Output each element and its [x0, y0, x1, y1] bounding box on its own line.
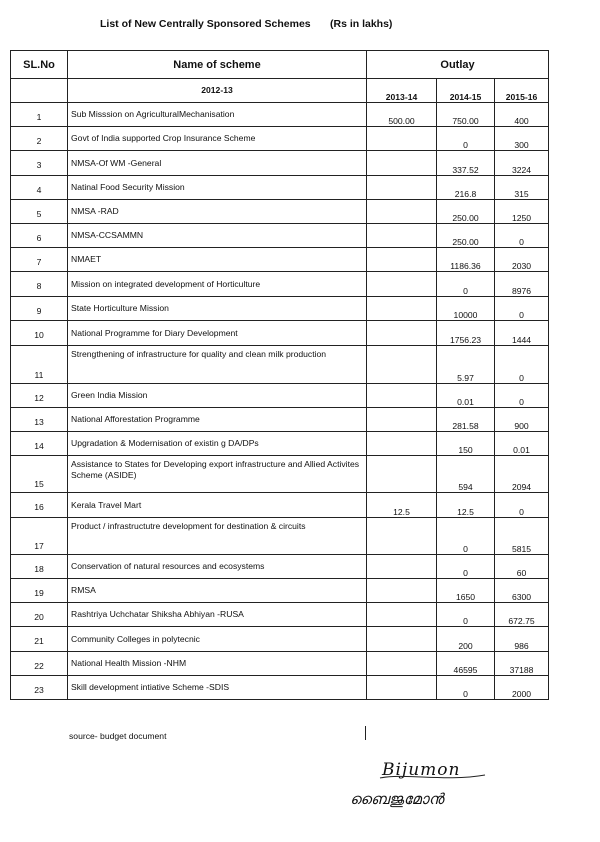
sl-cell: 10 — [11, 321, 68, 346]
outlay-2013-14-cell — [367, 676, 437, 700]
table-row — [11, 384, 549, 408]
outlay-2013-14-cell — [367, 346, 437, 384]
outlay-2015-16-cell: 2094 — [495, 456, 549, 493]
sl-cell: 17 — [11, 518, 68, 555]
outlay-2015-16-cell: 0 — [495, 346, 549, 384]
scheme-name-cell: NMSA -RAD — [68, 200, 367, 224]
table-row — [11, 456, 549, 493]
scheme-name-cell: Assistance to States for Developing export infrastructure and Allied Activites Scheme (ASIDE) — [68, 456, 367, 493]
sl-cell: 16 — [11, 493, 68, 518]
outlay-2015-16-cell: 672.75 — [495, 603, 549, 627]
table-row — [11, 518, 549, 555]
table-row — [11, 272, 549, 297]
year-header-2014-15: 2014-15 — [437, 79, 495, 103]
table-row — [11, 627, 549, 652]
table-header-row — [11, 51, 549, 79]
outlay-2013-14-cell — [367, 603, 437, 627]
outlay-2014-15-cell: 1186.36 — [437, 248, 495, 272]
outlay-2015-16-cell: 400 — [495, 103, 549, 127]
outlay-2014-15-cell: 750.00 — [437, 103, 495, 127]
sl-cell: 12 — [11, 384, 68, 408]
sl-cell: 8 — [11, 272, 68, 297]
year-header-blank — [11, 79, 68, 103]
outlay-2015-16-cell: 300 — [495, 127, 549, 151]
outlay-2015-16-cell: 986 — [495, 627, 549, 652]
outlay-2015-16-cell: 1250 — [495, 200, 549, 224]
outlay-2015-16-cell: 315 — [495, 176, 549, 200]
table-row — [11, 432, 549, 456]
unit-label: (Rs in lakhs) — [330, 18, 393, 30]
outlay-2013-14-cell — [367, 151, 437, 176]
sl-cell: 20 — [11, 603, 68, 627]
scheme-name-cell: Kerala Travel Mart — [68, 493, 367, 518]
scheme-name-cell: Mission on integrated development of Horticulture — [68, 272, 367, 297]
table-row — [11, 555, 549, 579]
table-row — [11, 603, 549, 627]
table-row — [11, 346, 549, 384]
scheme-name-cell: Upgradation & Modernisation of existin g DA/DPs — [68, 432, 367, 456]
scheme-name-cell: Natinal Food Security Mission — [68, 176, 367, 200]
scheme-name-cell: National Health Mission -NHM — [68, 652, 367, 676]
sl-cell: 13 — [11, 408, 68, 432]
outlay-2015-16-cell: 2030 — [495, 248, 549, 272]
scheme-name-cell: NMSA-CCSAMMN — [68, 224, 367, 248]
table-row — [11, 676, 549, 700]
scheme-name-cell: Strengthening of infrastructure for quality and clean milk production — [68, 346, 367, 384]
scheme-name-cell: NMSA-Of WM -General — [68, 151, 367, 176]
scheme-name-cell: NMAET — [68, 248, 367, 272]
outlay-2015-16-cell: 6300 — [495, 579, 549, 603]
table-year-row — [11, 79, 549, 103]
outlay-2014-15-cell: 1756.23 — [437, 321, 495, 346]
scheme-name-cell: Govt of India supported Crop Insurance Scheme — [68, 127, 367, 151]
outlay-2014-15-cell: 0.01 — [437, 384, 495, 408]
outlay-2013-14-cell — [367, 555, 437, 579]
sl-cell: 18 — [11, 555, 68, 579]
sl-cell: 23 — [11, 676, 68, 700]
table-row — [11, 224, 549, 248]
scheme-name-cell: Community Colleges in polytecnic — [68, 627, 367, 652]
outlay-2015-16-cell: 60 — [495, 555, 549, 579]
outlay-2015-16-cell: 2000 — [495, 676, 549, 700]
table-row — [11, 248, 549, 272]
scheme-name-cell: National Afforestation Programme — [68, 408, 367, 432]
scheme-name-cell: RMSA — [68, 579, 367, 603]
year-header-2015-16: 2015-16 — [495, 79, 549, 103]
outlay-2014-15-cell: 1650 — [437, 579, 495, 603]
table-row — [11, 652, 549, 676]
outlay-2014-15-cell: 0 — [437, 127, 495, 151]
outlay-2013-14-cell — [367, 384, 437, 408]
scheme-name-cell: Sub Misssion on AgriculturalMechanisation — [68, 103, 367, 127]
outlay-2015-16-cell: 1444 — [495, 321, 549, 346]
sl-cell: 1 — [11, 103, 68, 127]
outlay-2014-15-cell: 46595 — [437, 652, 495, 676]
table-row — [11, 127, 549, 151]
outlay-2013-14-cell — [367, 652, 437, 676]
outlay-2013-14-cell — [367, 127, 437, 151]
outlay-2013-14-cell — [367, 200, 437, 224]
table-row — [11, 493, 549, 518]
sl-cell: 9 — [11, 297, 68, 321]
outlay-2015-16-cell: 37188 — [495, 652, 549, 676]
table-row — [11, 408, 549, 432]
table-row — [11, 297, 549, 321]
outlay-2014-15-cell: 250.00 — [437, 200, 495, 224]
outlay-2013-14-cell — [367, 321, 437, 346]
table-row — [11, 579, 549, 603]
table-row — [11, 200, 549, 224]
outlay-2015-16-cell: 0 — [495, 297, 549, 321]
outlay-2013-14-cell: 500.00 — [367, 103, 437, 127]
scheme-name-cell: Conservation of natural resources and ecosystems — [68, 555, 367, 579]
year-header-2012-13: 2012-13 — [68, 79, 367, 103]
outlay-2014-15-cell: 594 — [437, 456, 495, 493]
outlay-2014-15-cell: 0 — [437, 555, 495, 579]
outlay-2014-15-cell: 337.52 — [437, 151, 495, 176]
col-header-name: Name of scheme — [68, 51, 367, 79]
outlay-2013-14-cell — [367, 627, 437, 652]
sl-cell: 5 — [11, 200, 68, 224]
outlay-2013-14-cell — [367, 297, 437, 321]
outlay-2014-15-cell: 0 — [437, 676, 495, 700]
outlay-2015-16-cell: 0 — [495, 493, 549, 518]
signature-underline — [375, 770, 495, 784]
page-title: List of New Centrally Sponsored Schemes — [100, 18, 311, 30]
outlay-2014-15-cell: 5.97 — [437, 346, 495, 384]
scheme-name-cell: Green India Mission — [68, 384, 367, 408]
scheme-name-cell: Product / infrastructutre development for destination & circuits — [68, 518, 367, 555]
outlay-2015-16-cell: 0.01 — [495, 432, 549, 456]
outlay-2014-15-cell: 216.8 — [437, 176, 495, 200]
outlay-2014-15-cell: 281.58 — [437, 408, 495, 432]
outlay-2014-15-cell: 0 — [437, 272, 495, 297]
outlay-2014-15-cell: 0 — [437, 603, 495, 627]
sl-cell: 7 — [11, 248, 68, 272]
sl-cell: 6 — [11, 224, 68, 248]
outlay-2015-16-cell: 3224 — [495, 151, 549, 176]
sl-cell: 2 — [11, 127, 68, 151]
outlay-2013-14-cell — [367, 456, 437, 493]
col-header-sl: SL.No — [11, 51, 68, 79]
outlay-2014-15-cell: 0 — [437, 518, 495, 555]
year-header-2013-14: 2013-14 — [367, 79, 437, 103]
table-body — [11, 103, 549, 700]
outlay-2014-15-cell: 12.5 — [437, 493, 495, 518]
scheme-name-cell: Rashtriya Uchchatar Shiksha Abhiyan -RUSA — [68, 603, 367, 627]
outlay-2015-16-cell: 8976 — [495, 272, 549, 297]
outlay-2013-14-cell — [367, 579, 437, 603]
table-row — [11, 321, 549, 346]
divider-line — [365, 726, 366, 740]
sl-cell: 3 — [11, 151, 68, 176]
sl-cell: 4 — [11, 176, 68, 200]
col-header-outlay: Outlay — [367, 51, 549, 79]
signature-latin: Bijumon — [382, 760, 461, 780]
sl-cell: 15 — [11, 456, 68, 493]
outlay-2013-14-cell — [367, 176, 437, 200]
table-row — [11, 176, 549, 200]
sl-cell: 22 — [11, 652, 68, 676]
outlay-2015-16-cell: 0 — [495, 384, 549, 408]
sl-cell: 14 — [11, 432, 68, 456]
outlay-2014-15-cell: 150 — [437, 432, 495, 456]
table-row — [11, 151, 549, 176]
outlay-2013-14-cell — [367, 518, 437, 555]
sl-cell: 11 — [11, 346, 68, 384]
scheme-name-cell: Skill development intiative Scheme -SDIS — [68, 676, 367, 700]
outlay-2014-15-cell: 250.00 — [437, 224, 495, 248]
outlay-2013-14-cell — [367, 224, 437, 248]
outlay-2014-15-cell: 200 — [437, 627, 495, 652]
schemes-table — [10, 50, 549, 700]
outlay-2015-16-cell: 0 — [495, 224, 549, 248]
outlay-2015-16-cell: 5815 — [495, 518, 549, 555]
outlay-2013-14-cell — [367, 272, 437, 297]
outlay-2014-15-cell: 10000 — [437, 297, 495, 321]
source-note: source- budget document — [69, 731, 167, 741]
scheme-name-cell: State Horticulture Mission — [68, 297, 367, 321]
outlay-2013-14-cell — [367, 248, 437, 272]
outlay-2013-14-cell: 12.5 — [367, 493, 437, 518]
outlay-2015-16-cell: 900 — [495, 408, 549, 432]
signature-local: ബൈജുമോൻ — [350, 790, 444, 808]
outlay-2013-14-cell — [367, 408, 437, 432]
sl-cell: 21 — [11, 627, 68, 652]
table-row — [11, 103, 549, 127]
scheme-name-cell: National Programme for Diary Development — [68, 321, 367, 346]
sl-cell: 19 — [11, 579, 68, 603]
outlay-2013-14-cell — [367, 432, 437, 456]
